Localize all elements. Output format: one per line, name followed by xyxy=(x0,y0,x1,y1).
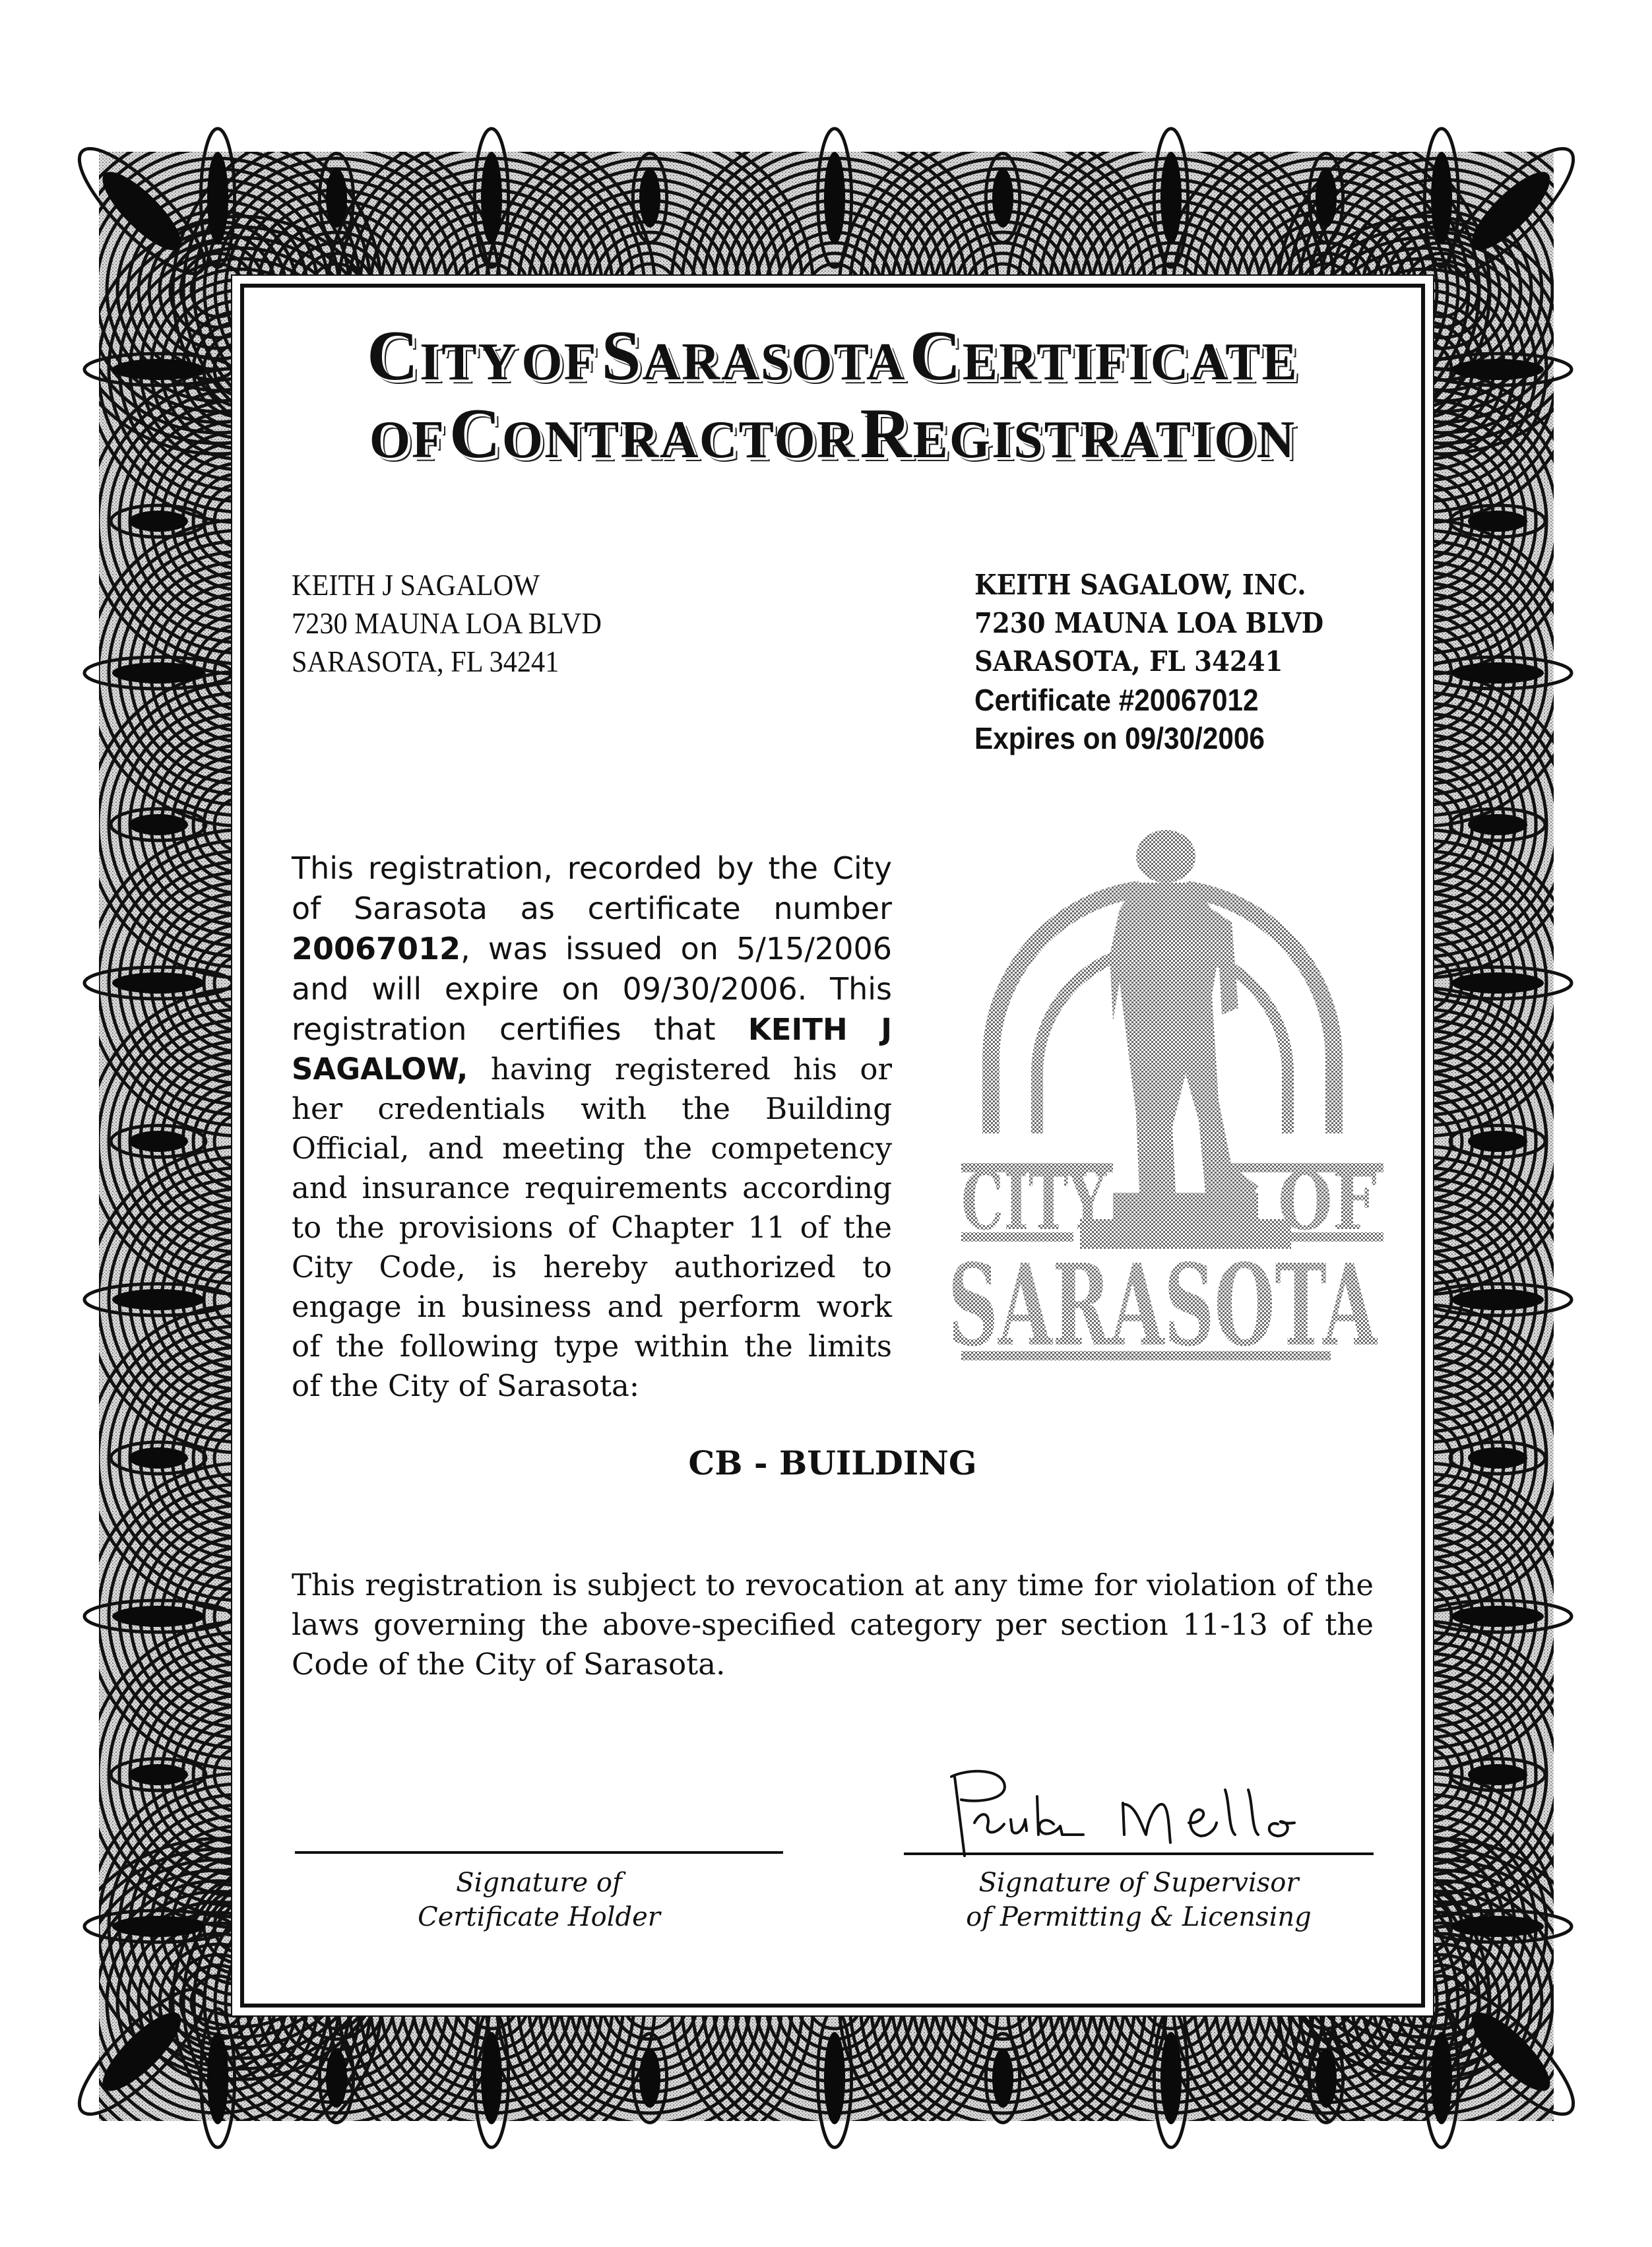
border-leaf-ornament xyxy=(1468,1447,1527,1469)
revocation-line-2: laws governing the above-specified category per section 11-13 of the xyxy=(292,1607,1374,1642)
border-leaf-ornament xyxy=(481,152,502,244)
supervisor-label-line-1: Signature of Supervisor xyxy=(978,1868,1299,1898)
border-leaf-ornament xyxy=(639,2048,660,2108)
statement-part-2: , was issued on 5/15/2006 and will expire on 09/30/2006. This registration certifies that xyxy=(292,931,892,1047)
logo-word-of: OF xyxy=(1278,1155,1377,1248)
holder-address-block xyxy=(292,566,602,681)
revocation-notice xyxy=(292,1566,1374,1684)
certificate-number: Certificate #20067012 xyxy=(974,683,1259,717)
company-street: 7230 MAUNA LOA BLVD xyxy=(974,607,1324,639)
border-leaf-ornament xyxy=(1451,1289,1544,1310)
revocation-line-3: Code of the City of Sarasota. xyxy=(292,1647,726,1682)
border-leaf-ornament xyxy=(1160,2032,1182,2124)
border-leaf-ornament xyxy=(639,168,660,228)
border-leaf-ornament xyxy=(129,1131,188,1152)
contractor-category: CB - BUILDING xyxy=(688,1443,977,1482)
logo-word-sarasota: SARASOTA xyxy=(948,1240,1378,1372)
supervisor-signature-line xyxy=(904,1852,1374,1855)
border-leaf-ornament xyxy=(1451,1606,1544,1627)
certificate-content-frame xyxy=(232,276,1433,2015)
border-leaf-ornament xyxy=(1316,2048,1337,2108)
supervisor-label-line-2: of Permitting & Licensing xyxy=(966,1902,1312,1932)
title-text-1: CITY OF SARASOTA CERTIFICATE xyxy=(367,317,1298,395)
border-leaf-ornament xyxy=(824,2032,845,2124)
border-leaf-ornament xyxy=(112,1289,205,1310)
holder-name: KEITH J SAGALOW xyxy=(292,568,540,602)
border-leaf-ornament xyxy=(1160,152,1182,244)
border-leaf-ornament xyxy=(129,1447,188,1469)
certificate-holder-signature-line xyxy=(295,1851,783,1854)
border-leaf-ornament xyxy=(1451,1916,1544,1937)
border-leaf-ornament xyxy=(824,152,845,244)
certificate-title-line-2 xyxy=(232,393,1433,475)
border-leaf-ornament xyxy=(129,1764,188,1785)
border-leaf-ornament xyxy=(112,972,205,994)
border-leaf-ornament xyxy=(1451,972,1544,994)
border-leaf-ornament xyxy=(1451,662,1544,683)
logo-word-city: CITY xyxy=(961,1155,1107,1248)
border-leaf-ornament xyxy=(326,168,347,228)
border-leaf-ornament xyxy=(207,2032,228,2124)
border-leaf-ornament xyxy=(129,814,188,835)
border-leaf-ornament xyxy=(112,359,205,380)
holder-street: 7230 MAUNA LOA BLVD xyxy=(292,606,602,640)
holder-label-line-2: Certificate Holder xyxy=(418,1902,660,1932)
company-city-state-zip: SARASOTA, FL 34241 xyxy=(974,645,1283,678)
revocation-line-1: This registration is subject to revocation at any time for violation of the xyxy=(292,1567,1374,1602)
holder-label-line-1: Signature of xyxy=(456,1868,622,1898)
border-leaf-ornament xyxy=(129,511,188,532)
border-leaf-ornament xyxy=(1431,2032,1452,2124)
holder-city-state-zip: SARASOTA, FL 34241 xyxy=(292,645,559,678)
title-text-2: OF CONTRACTOR REGISTRATION xyxy=(369,395,1296,473)
statement-cert-number: 20067012 xyxy=(292,931,461,966)
statement-part-1: This registration, recorded by the City of Sarasota as certificate number xyxy=(292,850,892,926)
border-leaf-ornament xyxy=(481,2032,502,2124)
border-leaf-ornament xyxy=(1468,511,1527,532)
company-address-block xyxy=(974,566,1323,757)
border-leaf-ornament xyxy=(1468,1131,1527,1152)
border-leaf-ornament xyxy=(112,662,205,683)
certificate-holder-signature-label xyxy=(295,1866,783,1934)
registration-statement xyxy=(292,848,892,1406)
supervisor-handwritten-signature xyxy=(925,1763,1360,1862)
statement-holder-name: KEITH J SAGALOW, xyxy=(292,1012,892,1087)
border-leaf-ornament xyxy=(1431,152,1452,244)
border-leaf-ornament xyxy=(992,2048,1013,2108)
supervisor-signature-label xyxy=(904,1866,1374,1934)
border-leaf-ornament xyxy=(1316,168,1337,228)
border-leaf-ornament xyxy=(1468,814,1527,835)
border-leaf-ornament xyxy=(112,1606,205,1627)
statement-part-3: having registered his or her credentials with the Building Official, and meeting the competency and insurance requirements according to the provisions of Chapter 11 of the City Code, is hereby authorized to engage in business and perform work of the following type within the limits of the City of Sarasota: xyxy=(292,1052,892,1403)
border-leaf-ornament xyxy=(112,1916,205,1937)
certificate-title-line-1 xyxy=(232,315,1433,397)
expiration-date: Expires on 09/30/2006 xyxy=(974,721,1265,755)
city-of-sarasota-logo xyxy=(922,823,1403,1384)
border-leaf-ornament xyxy=(1468,1764,1527,1785)
border-leaf-ornament xyxy=(1451,359,1544,380)
border-leaf-ornament xyxy=(326,2048,347,2108)
border-leaf-ornament xyxy=(992,168,1013,228)
company-name: KEITH SAGALOW, INC. xyxy=(974,569,1306,601)
border-leaf-ornament xyxy=(207,152,228,244)
